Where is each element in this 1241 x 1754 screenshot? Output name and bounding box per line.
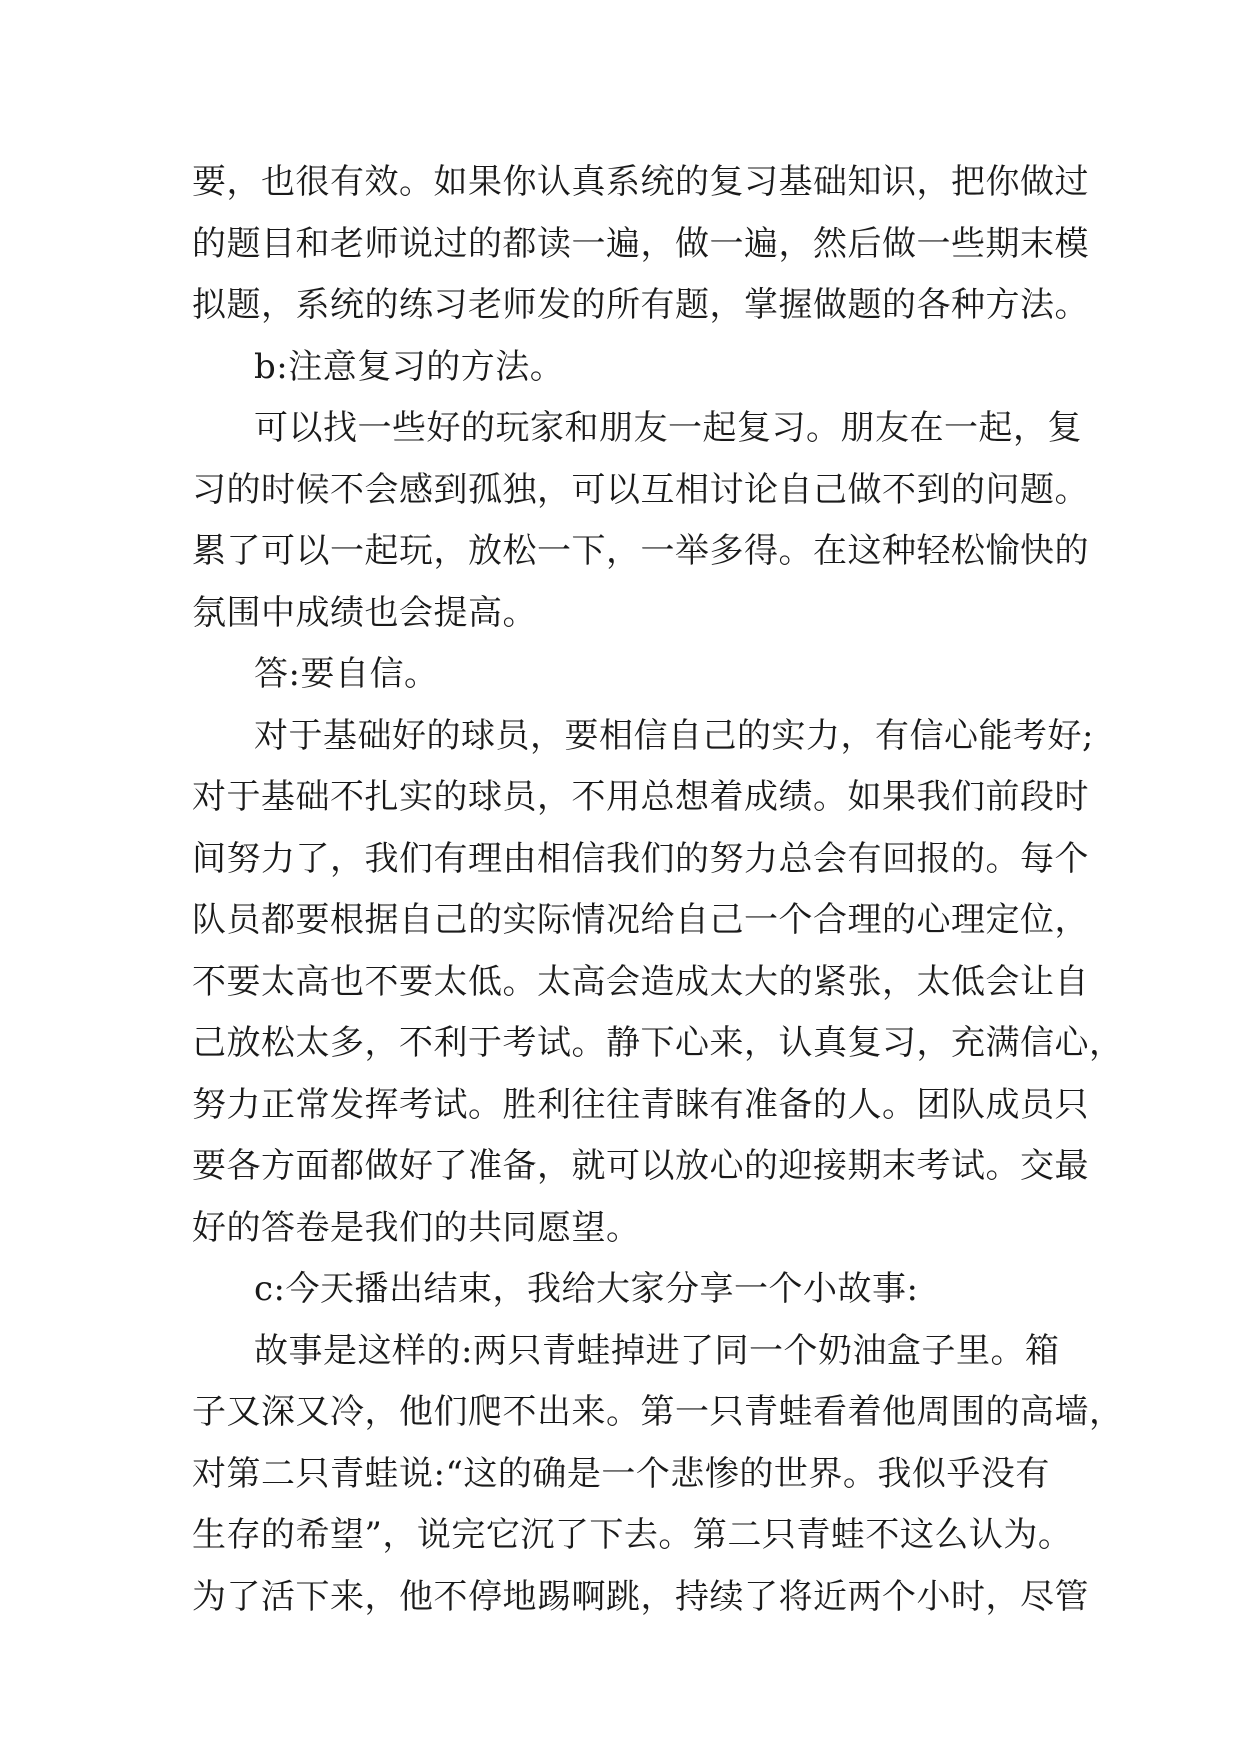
text-line: 对第二只青蛙说:“这的确是一个悲惨的世界。我似乎没有	[192, 1453, 1050, 1494]
text-line: 间努力了，我们有理由相信我们的努力总会有回报的。每个	[192, 838, 1089, 879]
text-line: 拟题，系统的练习老师发的所有题，掌握做题的各种方法。	[192, 285, 1089, 325]
text-line: 氛围中成绩也会提高。	[192, 592, 537, 633]
text-line: 队员都要根据自己的实际情况给自己一个合理的心理定位，	[192, 900, 1089, 940]
text-line: c:今天播出结束，我给大家分享一个小故事:	[254, 1269, 919, 1309]
text-line: b:注意复习的方法。	[254, 346, 565, 387]
text-line: 要，也很有效。如果你认真系统的复习基础知识，把你做过	[192, 162, 1089, 202]
text-line: 对于基础好的球员，要相信自己的实力，有信心能考好;	[254, 715, 1094, 756]
text-line: 要各方面都做好了准备，就可以放心的迎接期末考试。交最	[192, 1146, 1089, 1186]
text-line: 累了可以一起玩，放松一下，一举多得。在这种轻松愉快的	[192, 531, 1089, 571]
text-line: 答:要自信。	[254, 654, 439, 694]
text-line: 不要太高也不要太低。太高会造成太大的紧张，太低会让自	[192, 961, 1089, 1002]
text-line: 生存的希望”，说完它沉了下去。第二只青蛙不这么认为。	[192, 1515, 1073, 1555]
text-line: 子又深又冷，他们爬不出来。第一只青蛙看着他周围的高墙，	[192, 1392, 1124, 1432]
text-line: 习的时候不会感到孤独，可以互相讨论自己做不到的问题。	[192, 469, 1089, 510]
text-line: 己放松太多，不利于考试。静下心来，认真复习，充满信心，	[192, 1023, 1124, 1063]
text-line: 为了活下来，他不停地踢啊跳，持续了将近两个小时，尽管	[192, 1576, 1089, 1617]
body-text	[192, 152, 1124, 1628]
text-line: 的题目和老师说过的都读一遍，做一遍，然后做一些期末模	[192, 223, 1089, 264]
text-line: 努力正常发挥考试。胜利往往青睐有准备的人。团队成员只	[192, 1084, 1089, 1125]
text-line: 故事是这样的:两只青蛙掉进了同一个奶油盒子里。箱	[254, 1330, 1060, 1371]
text-line: 对于基础不扎实的球员，不用总想着成绩。如果我们前段时	[192, 777, 1089, 817]
text-line: 好的答卷是我们的共同愿望。	[192, 1207, 641, 1248]
text-line: 可以找一些好的玩家和朋友一起复习。朋友在一起，复	[254, 408, 1082, 448]
